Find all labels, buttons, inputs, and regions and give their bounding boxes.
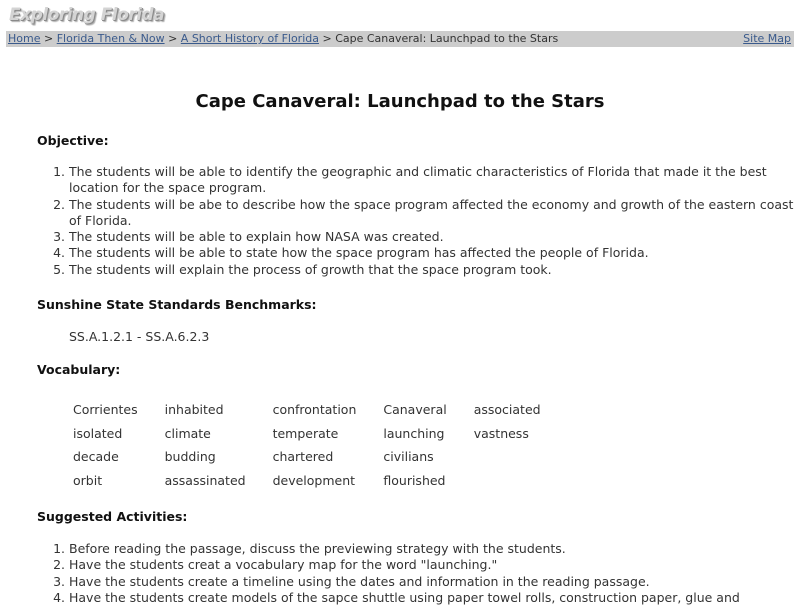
- vocab-word: development: [272, 472, 356, 488]
- table-row: [66, 398, 561, 422]
- table-row: [66, 469, 561, 493]
- list-item: 4. The students will be able to state how the space program has affected the people of Florida.: [69, 245, 799, 261]
- vocab-word: associated: [473, 402, 541, 418]
- breadcrumb-bar: [6, 31, 794, 47]
- list-item: 3. The students will be able to explain how NASA was created.: [69, 229, 799, 245]
- vocab-word: Canaveral: [383, 402, 447, 418]
- page-title: Cape Canaveral: Launchpad to the Stars: [195, 91, 605, 112]
- breadcrumb: [8, 31, 558, 47]
- breadcrumb-link-florida-then-now[interactable]: Florida Then & Now: [56, 32, 165, 45]
- vocab-word: launching: [383, 425, 445, 441]
- vocabulary-heading: Vocabulary:: [37, 362, 121, 377]
- list-item: 1. Before reading the passage, discuss the previewing strategy with the students.: [69, 541, 799, 557]
- vocab-word: decade: [73, 449, 119, 465]
- list-item: 4. Have the students create models of the sapce shuttle using paper towel rolls, construction paper, glue and: [69, 590, 799, 606]
- vocab-word: civilians: [383, 449, 434, 465]
- list-item: 5. The students will explain the process of growth that the space program took.: [69, 262, 799, 278]
- site-map-link[interactable]: Site Map: [743, 32, 791, 45]
- vocab-word: temperate: [272, 425, 339, 441]
- vocab-word: vastness: [473, 425, 529, 441]
- list-item: 2. Have the students creat a vocabulary map for the word "launching.": [69, 557, 799, 573]
- vocab-word: climate: [164, 425, 211, 441]
- objective-list: [39, 164, 799, 278]
- vocab-word: flourished: [383, 472, 446, 488]
- vocab-word: orbit: [73, 472, 103, 488]
- vocab-word: Corrientes: [73, 402, 138, 418]
- vocab-word: confrontation: [272, 402, 357, 418]
- list-item: 3. Have the students create a timeline using the dates and information in the reading passage.: [69, 574, 799, 590]
- table-row: [66, 422, 561, 446]
- activities-list: [39, 541, 799, 606]
- breadcrumb-separator: >: [322, 32, 332, 45]
- vocab-word: assassinated: [164, 472, 246, 488]
- site-logo[interactable]: Exploring Florida: [9, 5, 165, 25]
- breadcrumb-separator: >: [168, 32, 178, 45]
- vocab-word: chartered: [272, 449, 334, 465]
- vocab-word: [467, 445, 561, 469]
- activities-heading: Suggested Activities:: [37, 509, 188, 524]
- table-row: [66, 445, 561, 469]
- breadcrumb-current: Cape Canaveral: Launchpad to the Stars: [335, 32, 559, 45]
- vocabulary-table: [66, 398, 561, 492]
- vocab-word: inhabited: [164, 402, 224, 418]
- list-item: 1. The students will be able to identify the geographic and climatic characteristics of Florida that made it the best location for the space program.: [69, 164, 799, 197]
- breadcrumb-link-short-history[interactable]: A Short History of Florida: [180, 32, 319, 45]
- list-item: 2. The students will be abe to describe how the space program affected the economy and growth of the eastern coast of Florida.: [69, 197, 799, 230]
- vocab-word: [467, 469, 561, 493]
- standards-heading: Sunshine State Standards Benchmarks:: [37, 297, 317, 312]
- breadcrumb-separator: >: [43, 32, 54, 45]
- vocab-word: budding: [164, 449, 216, 465]
- standards-value: SS.A.1.2.1 - SS.A.6.2.3: [69, 329, 210, 344]
- vocab-word: isolated: [73, 425, 123, 441]
- breadcrumb-link-home[interactable]: Home: [8, 32, 41, 45]
- objective-heading: Objective:: [37, 133, 109, 148]
